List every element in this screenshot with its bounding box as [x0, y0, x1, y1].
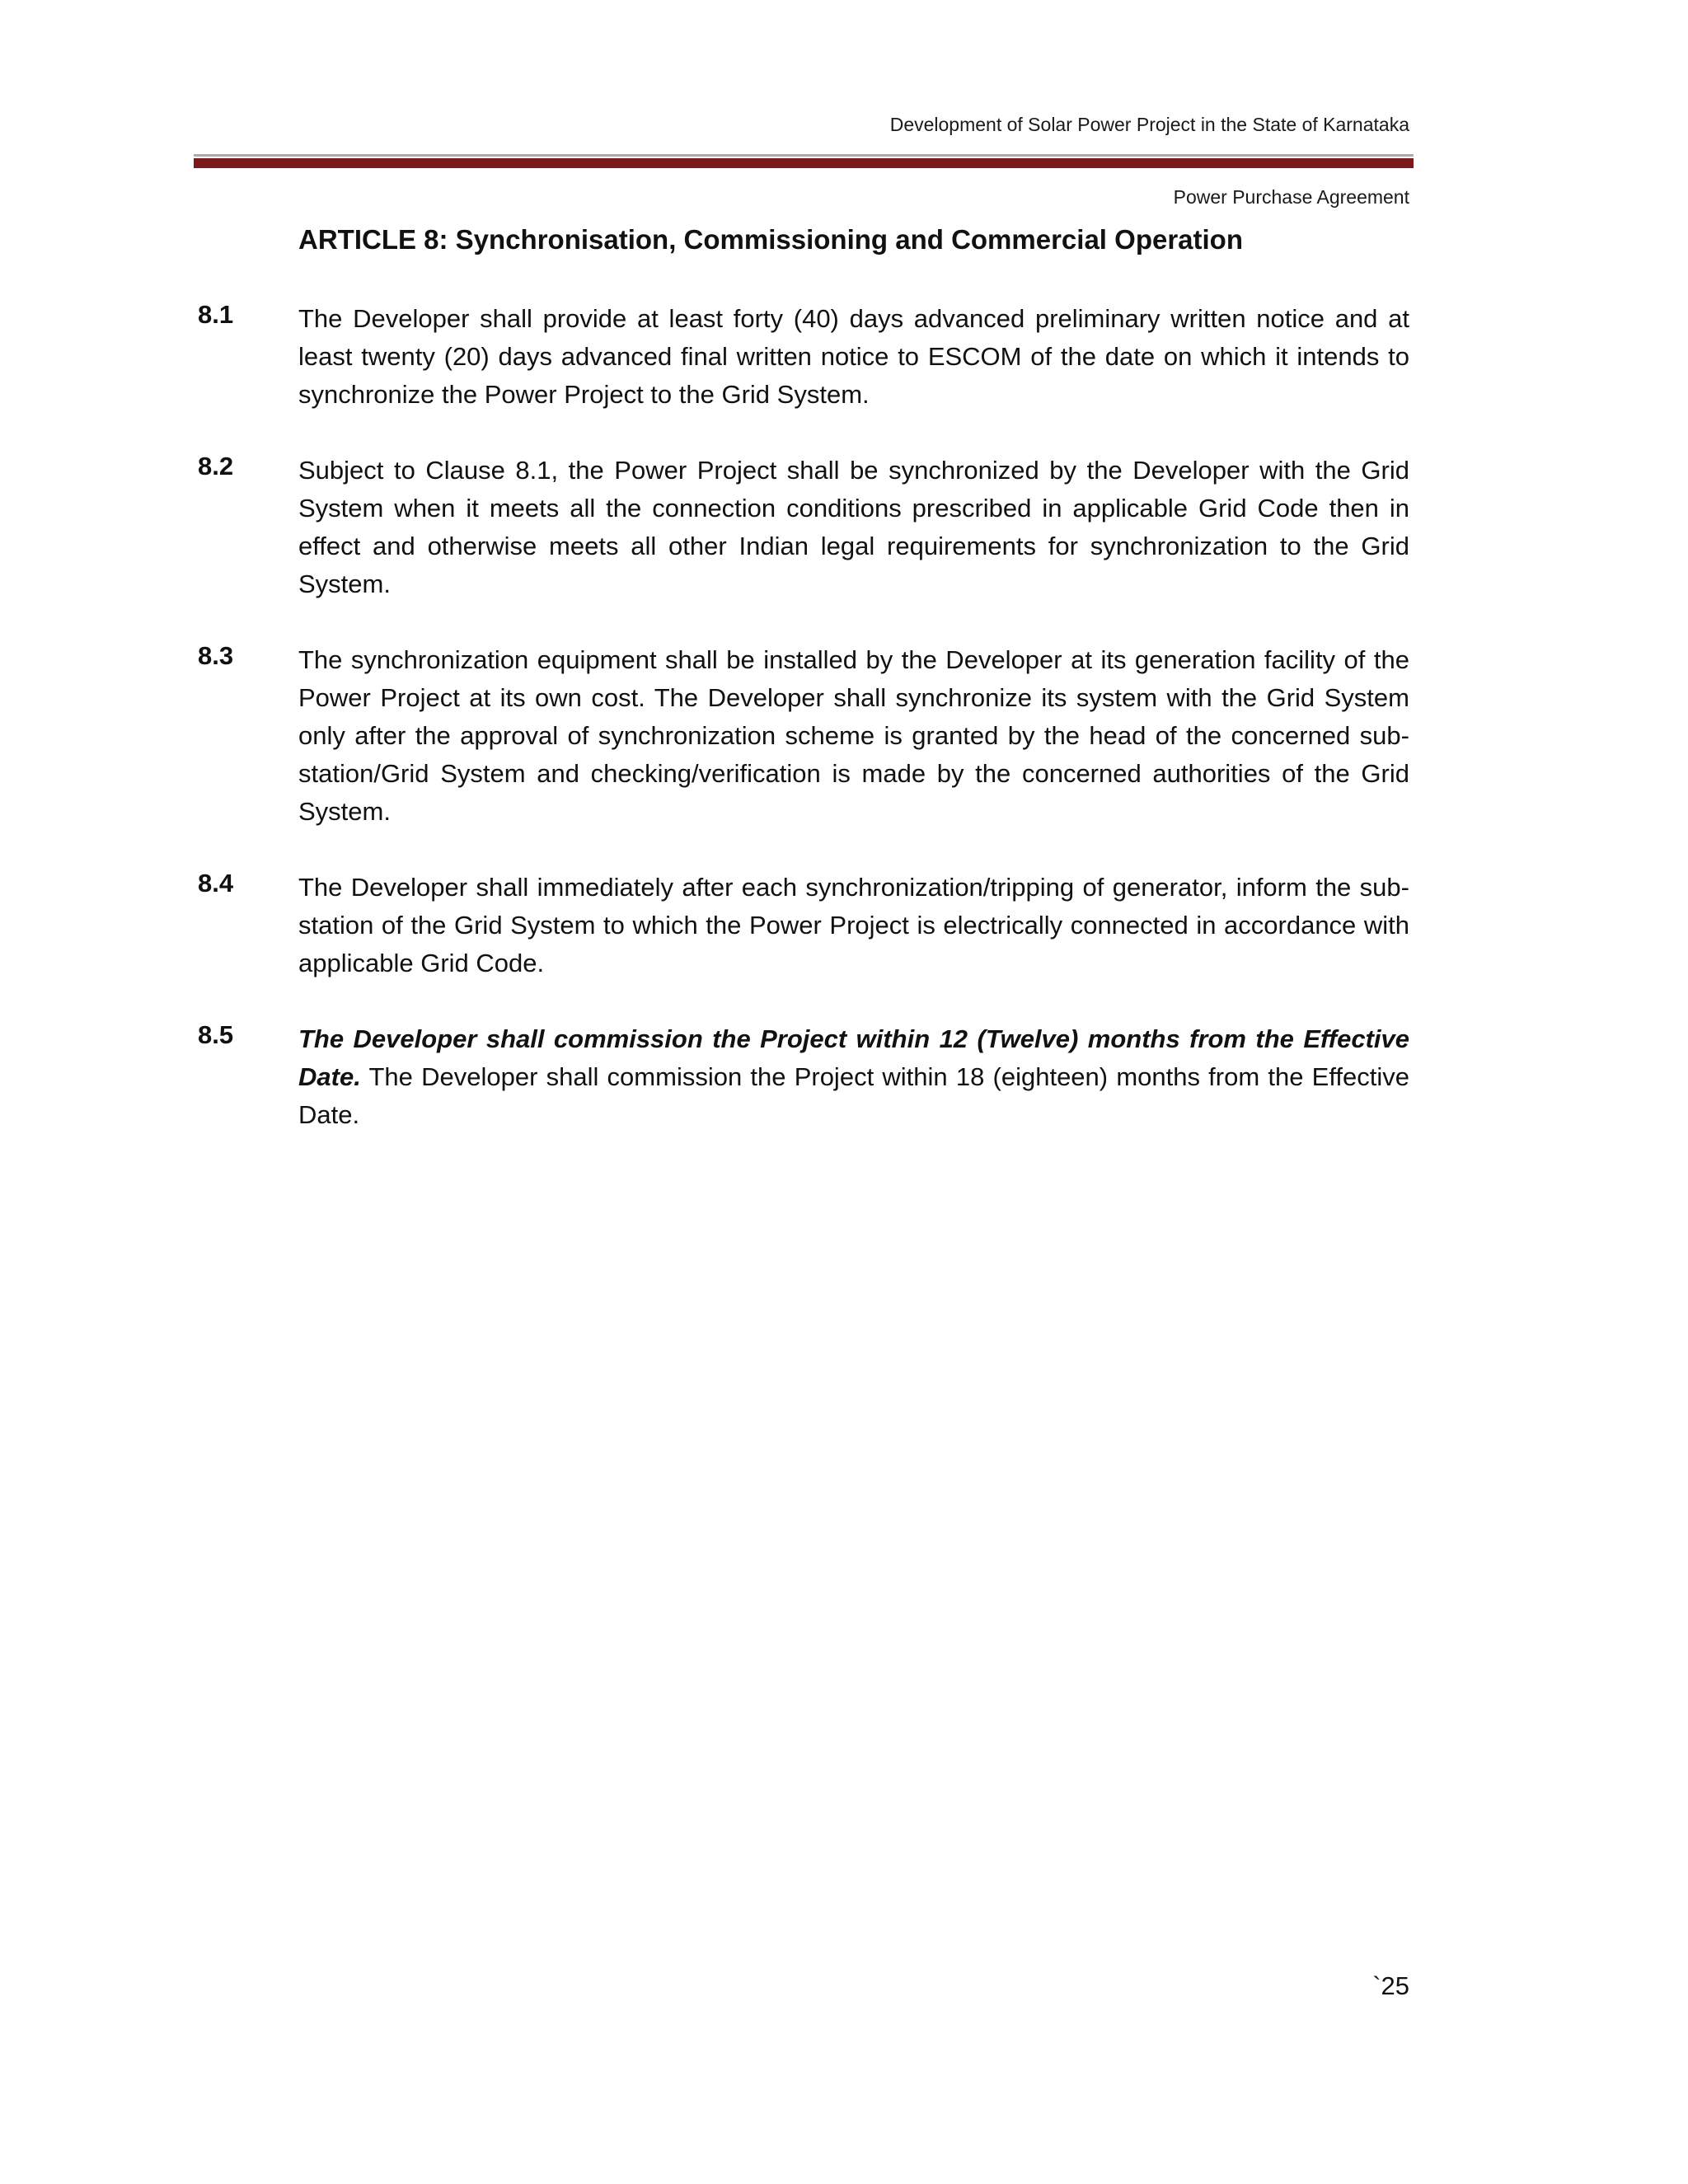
- clause-text: The Developer shall immediately after each synchronization/tripping of generator, inform the sub-station of the Grid System to which the Power Project is electrically connected in accordance with applicable Grid Code.: [298, 873, 1409, 977]
- header-subtitle: Power Purchase Agreement: [1173, 186, 1409, 208]
- clause-text: The synchronization equipment shall be installed by the Developer at its generation facility of the Power Project at its own cost. The Developer shall synchronize its system with the Grid System only after the approval of synchronization scheme is granted by the head of the concerned sub-station/Grid System and checking/verification is made by the concerned authorities of the Grid System.: [298, 645, 1409, 826]
- page-number: `25: [1372, 1971, 1409, 2000]
- clause-text: The Developer shall commission the Project within 18 (eighteen) months from the Effective Date.: [298, 1062, 1410, 1129]
- clause-number: 8.4: [198, 869, 234, 898]
- clause-number: 8.3: [198, 641, 234, 670]
- header-rule-thick: [194, 158, 1414, 168]
- clause-number: 8.2: [198, 452, 234, 480]
- clause-text-bold-italic: The Developer shall commission the Project within 12 (Twelve) months from the Effective Date.: [298, 1024, 1409, 1091]
- clause-text-block: [298, 1020, 1409, 1134]
- clause-number: 8.5: [198, 1020, 234, 1049]
- header-rule-thin: [194, 154, 1414, 157]
- clause-number: 8.1: [198, 300, 234, 329]
- header-title: Development of Solar Power Project in the State of Karnataka: [889, 114, 1409, 135]
- clause-text: Subject to Clause 8.1, the Power Project shall be synchronized by the Developer with the Grid System when it meets all the connection conditions prescribed in applicable Grid Code then in effect and otherwise meets all other Indian legal requirements for synchronization to the Grid System.: [298, 456, 1409, 598]
- clause-text: The Developer shall provide at least forty (40) days advanced preliminary written notice and at least twenty (20) days advanced final written notice to ESCOM of the date on which it intends to synchronize the Power Project to the Grid System.: [298, 304, 1409, 409]
- article-title: ARTICLE 8: Synchronisation, Commissioning and Commercial Operation: [298, 224, 1243, 255]
